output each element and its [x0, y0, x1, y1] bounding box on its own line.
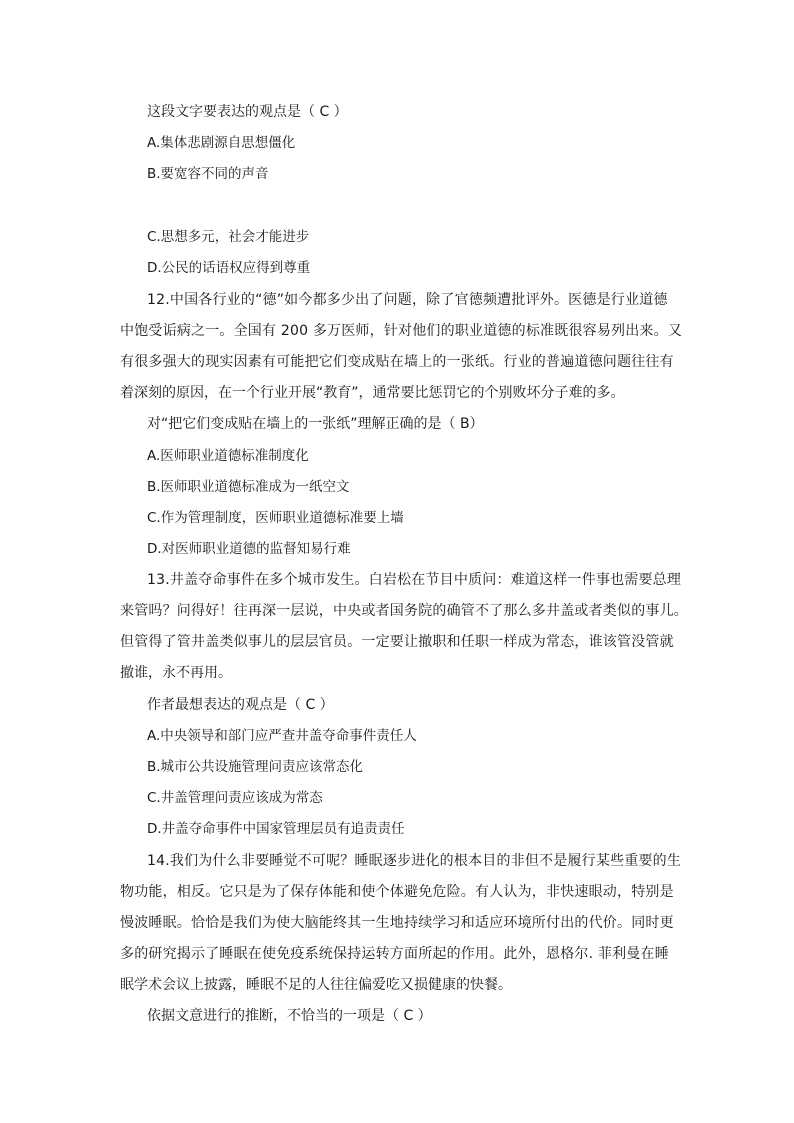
- q13-passage-line: 来管吗？问得好！往再深一层说，中央或者国务院的确管不了那么多井盖或者类似的事儿。: [120, 603, 688, 619]
- q13-passage-line: 撤谁，永不再用。: [120, 665, 232, 681]
- q11-option-c: C.思想多元，社会才能进步: [147, 229, 310, 245]
- q13-option-a: A.中央领导和部门应严查井盖夺命事件责任人: [147, 728, 417, 744]
- q13-option-c: C.井盖管理问责应该成为常态: [147, 790, 323, 806]
- q12-passage-line: 12.中国各行业的“德”如今都多少出了问题，除了官德频遭批评外。医德是行业道德: [147, 292, 668, 308]
- q12-option-d: D.对医师职业道德的监督知易行难: [147, 541, 351, 557]
- q12-option-c: C.作为管理制度，医师职业道德标准要上墙: [147, 510, 404, 526]
- q11-option-a: A.集体悲剧源自思想僵化: [147, 135, 296, 151]
- q11-option-d: D.公民的话语权应得到尊重: [147, 260, 311, 276]
- q11-option-b: B.要宽容不同的声音: [147, 166, 269, 182]
- q12-option-b: B.医师职业道德标准成为一纸空文: [147, 479, 350, 495]
- q14-passage-line: 14.我们为什么非要睡觉不可呢？睡眠逐步进化的根本目的非但不是履行某些重要的生: [147, 853, 682, 869]
- q12-passage-line: 有很多强大的现实因素有可能把它们变成贴在墙上的一张纸。行业的普遍道德问题往往有: [120, 354, 674, 370]
- q14-passage-line: 多的研究揭示了睡眠在使免疫系统保持运转方面所起的作用。此外，恩格尔. 菲利曼在睡: [120, 946, 669, 962]
- q13-stem: 作者最想表达的观点是（ C ）: [147, 697, 334, 713]
- q13-passage-line: 但管得了管井盖类似事儿的层层官员。一定要让撤职和任职一样成为常态，谁该管没管就: [120, 634, 674, 650]
- q12-stem: 对“把它们变成贴在墙上的一张纸”理解正确的是（ B）: [147, 416, 484, 432]
- q11-stem: 这段文字要表达的观点是（ C ）: [147, 104, 348, 120]
- q14-passage-line: 慢波睡眠。恰恰是我们为使大脑能终其一生地持续学习和适应环境所付出的代价。同时更: [120, 915, 674, 931]
- q12-option-a: A.医师职业道德标准制度化: [147, 448, 309, 464]
- q13-passage-line: 13.井盖夺命事件在多个城市发生。白岩松在节目中质问：难道这样一件事也需要总理: [147, 572, 682, 588]
- q13-option-b: B.城市公共设施管理问责应该常态化: [147, 759, 364, 775]
- q14-stem: 依据文意进行的推断，不恰当的一项是（ C ）: [147, 1008, 432, 1024]
- q12-passage-line: 中饱受诟病之一。全国有 200 多万医师，针对他们的职业道德的标准既很容易列出来。又: [120, 323, 683, 339]
- q13-option-d: D.井盖夺命事件中国家管理层员有追责责任: [147, 821, 405, 837]
- q12-passage-line: 着深刻的原因，在一个行业开展“教育”，通常要比惩罚它的个别败坏分子难的多。: [120, 385, 625, 401]
- q14-passage-line: 物功能，相反。它只是为了保存体能和使个体避免危险。有人认为，非快速眼动，特别是: [120, 884, 674, 900]
- q14-passage-line: 眠学术会议上披露，睡眠不足的人往往偏爱吃又损健康的快餐。: [120, 977, 512, 993]
